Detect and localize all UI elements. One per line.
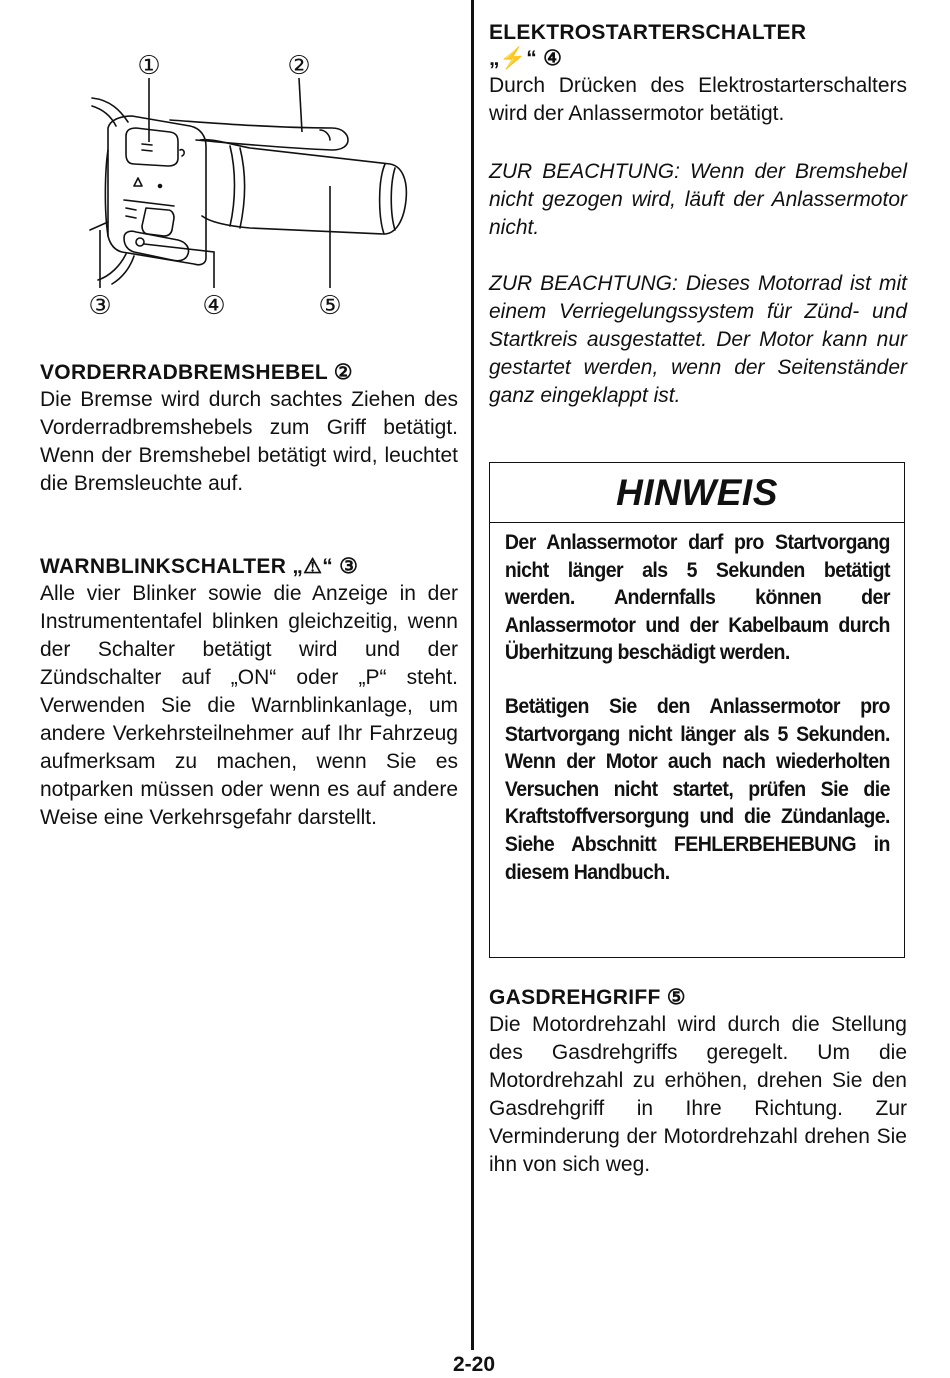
- notice-box: [489, 462, 905, 958]
- page-number: 2-20: [452, 1353, 496, 1376]
- callout-1: ①: [137, 51, 161, 81]
- note-2-text: ZUR BEACHTUNG: Dieses Motorrad ist mit einem Verriegelungssystem für Zünd- und Startkreis ausgestattet. Der Motor kann nur gestartet werden, wenn der Seitenständer ganz eingeklappt ist.: [489, 272, 907, 407]
- column-divider: [471, 0, 474, 1350]
- callout-3: ③: [88, 291, 112, 321]
- notice-title: HINWEIS: [490, 463, 904, 523]
- note-interlock: [489, 270, 907, 410]
- notice-paragraph-2: Betätigen Sie den Anlassermotor pro Startvorgang nicht länger als 5 Sekunden. Wenn der Motor auch nach wiederholten Versuchen nicht startet, prüfen Sie die Kraftstoffversorgung und die Zündanlage. Siehe Abschnitt FEHLERBEHEBUNG in diesem Handbuch.: [504, 694, 890, 884]
- starter-heading: ELEKTROSTARTERSCHALTER: [489, 21, 807, 44]
- callout-4: ④: [202, 291, 226, 321]
- section-front-brake: [40, 360, 458, 498]
- section-starter-switch: [489, 20, 907, 128]
- section-hazard-switch: [40, 554, 458, 832]
- note-1-text: ZUR BEACHTUNG: Wenn der Bremshebel nicht gezogen wird, läuft der Anlassermotor nicht.: [489, 160, 907, 239]
- front-brake-heading: VORDERRADBREMSHEBEL ②: [40, 361, 353, 384]
- notice-body: [490, 523, 904, 886]
- throttle-text: Die Motordrehzahl wird durch die Stellung des Gasdrehgriffs geregelt. Um die Motordrehzahl zu erhöhen, drehen Sie den Gasdrehgriff in Ihre Richtung. Zur Verminderung der Motordrehzahl drehen Sie ihn von sich weg.: [489, 1013, 907, 1176]
- handlebar-switch-illustration: [50, 40, 430, 330]
- callout-2: ②: [287, 51, 311, 81]
- front-brake-text: Die Bremse wird durch sachtes Ziehen des Vorderradbremshebels zum Griff betätigt. Wenn der Bremshebel betätigt wird, leuchtet die Bremsleuchte auf.: [40, 388, 458, 495]
- hazard-text: Alle vier Blinker sowie die Anzeige in der Instrumententafel blinken gleichzeitig, wenn der Schalter betätigt wird und der Zündschalter auf „ON“ oder „P“ steht. Verwenden Sie die Warnblinkanlage, um andere Verkehrsteilnehmer auf Ihr Fahrzeug aufmerksam zu machen, wenn Sie es notparken müssen oder wenn es auf andere Weise eine Verkehrsgefahr darstellt.: [40, 582, 458, 829]
- throttle-heading: GASDREHGRIFF ⑤: [489, 986, 686, 1009]
- note-brake-lever: [489, 158, 907, 242]
- handlebar-drawing: [50, 40, 430, 330]
- section-throttle: [489, 985, 907, 1179]
- hazard-heading: WARNBLINKSCHALTER „⚠“ ③: [40, 555, 359, 578]
- starter-heading-symbol: „⚡“ ④: [489, 47, 563, 70]
- notice-paragraph-1: Der Anlassermotor darf pro Startvorgang nicht länger als 5 Sekunden betätigt werden. Andernfalls können der Anlassermotor und der Kabelbaum durch Überhitzung beschädigt werden.: [504, 531, 890, 665]
- callout-5: ⑤: [318, 291, 342, 321]
- starter-text: Durch Drücken des Elektrostarterschalters wird der Anlassermotor betätigt.: [489, 74, 907, 125]
